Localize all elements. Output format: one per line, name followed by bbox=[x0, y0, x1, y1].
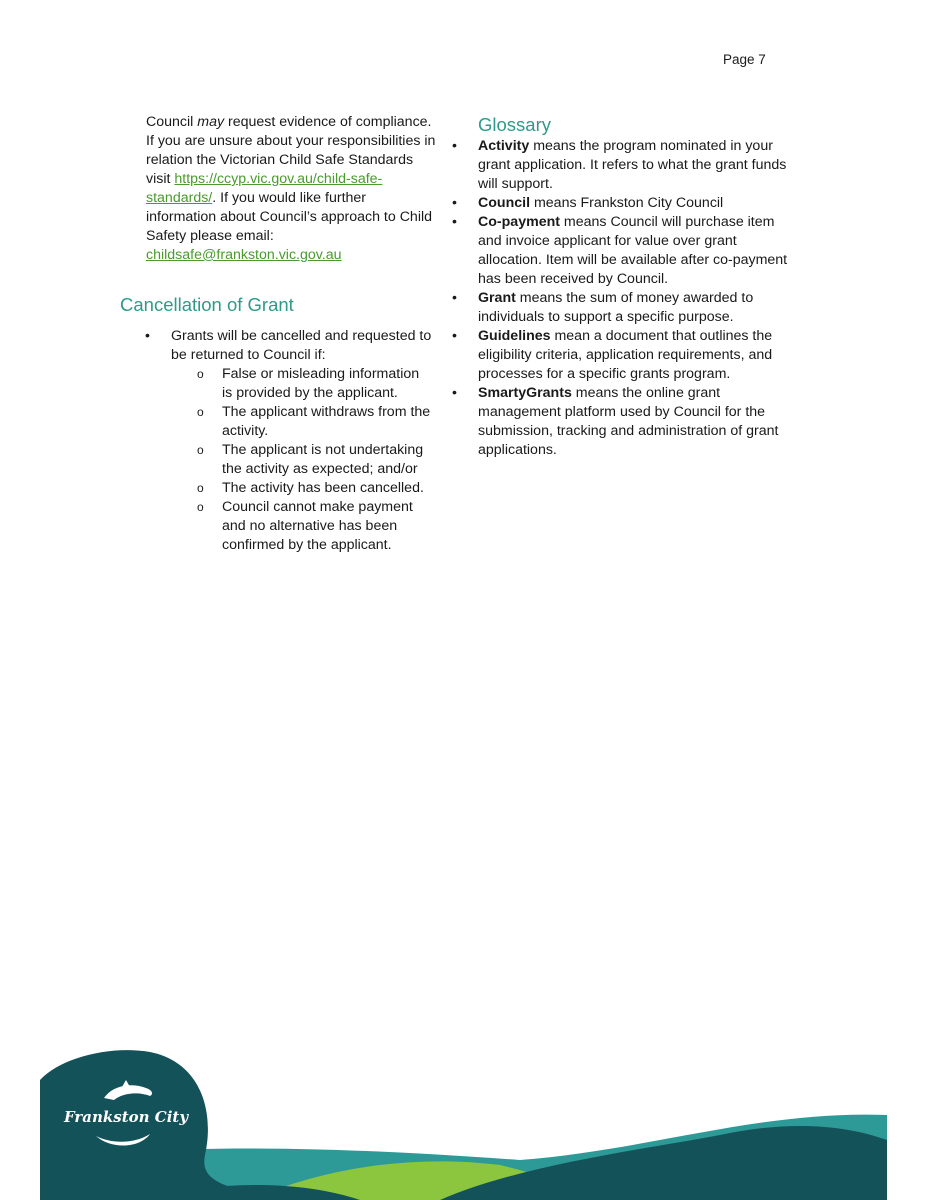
cancellation-list bbox=[171, 327, 433, 555]
glossary-heading: Glossary bbox=[478, 114, 551, 135]
footer-wave-banner bbox=[0, 1040, 927, 1200]
glossary-definition: means Frankston City Council bbox=[530, 195, 724, 211]
compliance-paragraph bbox=[146, 113, 436, 265]
glossary-term: Grant bbox=[478, 290, 516, 306]
glossary-definition: means Council will purchase item and invoice applicant for value over grant allocation. Item will be available after co-payment has been received by Council. bbox=[478, 214, 788, 287]
cancellation-bullet-text: Grants will be cancelled and requested to be returned to Council if: bbox=[171, 328, 432, 363]
glossary-term: Guidelines bbox=[478, 328, 551, 344]
page-number: Page 7 bbox=[723, 52, 766, 67]
glossary-term: Co-payment bbox=[478, 214, 560, 230]
list-item: o The applicant is not undertaking the activity as expected; and/or bbox=[222, 441, 433, 479]
childsafe-email-link[interactable]: childsafe@frankston.vic.gov.au bbox=[146, 247, 342, 263]
glossary-definition: means the sum of money awarded to individuals to support a specific purpose. bbox=[478, 290, 754, 325]
list-item: o Council cannot make payment and no alternative has been confirmed by the applicant. bbox=[222, 498, 433, 555]
list-item bbox=[478, 384, 798, 460]
compliance-text-1: Council bbox=[146, 114, 198, 130]
child-safe-standards-link[interactable]: https://ccyp.vic.gov.au/child-safe-standards/ bbox=[146, 171, 383, 206]
list-item bbox=[478, 137, 798, 194]
list-item: o The applicant withdraws from the activity. bbox=[222, 403, 433, 441]
list-item bbox=[478, 213, 798, 289]
glossary-definition: mean a document that outlines the eligibility criteria, application requirements, and processes for a specific grants program. bbox=[478, 328, 773, 382]
list-item bbox=[478, 289, 798, 327]
glossary-definition: means the online grant management platform used by Council for the submission, tracking and administration of grant applications. bbox=[478, 385, 779, 458]
compliance-text-2: request evidence of compliance. If you are unsure about your responsibilities in relation the Victorian Child Safe Standards visit bbox=[146, 114, 436, 187]
list-item bbox=[478, 327, 798, 384]
glossary-definition: means the program nominated in your grant application. It refers to what the grant funds will support. bbox=[478, 138, 787, 192]
compliance-text-3: . If you would like further information about Council’s approach to Child Safety please email: bbox=[146, 190, 433, 244]
glossary-term: Council bbox=[478, 195, 531, 211]
list-item bbox=[171, 327, 433, 555]
cancellation-sub-list bbox=[171, 365, 433, 555]
glossary-term: SmartyGrants bbox=[478, 385, 572, 401]
cancellation-heading: Cancellation of Grant bbox=[120, 294, 294, 315]
list-item: o False or misleading information is provided by the applicant. bbox=[222, 365, 433, 403]
glossary-list bbox=[478, 137, 798, 460]
list-item bbox=[478, 194, 798, 213]
compliance-italic-may: may bbox=[197, 114, 225, 130]
list-item: o The activity has been cancelled. bbox=[222, 479, 433, 498]
glossary-section bbox=[478, 113, 798, 460]
glossary-term: Activity bbox=[478, 138, 530, 154]
logo-wordmark: Frankston City bbox=[63, 1108, 189, 1126]
